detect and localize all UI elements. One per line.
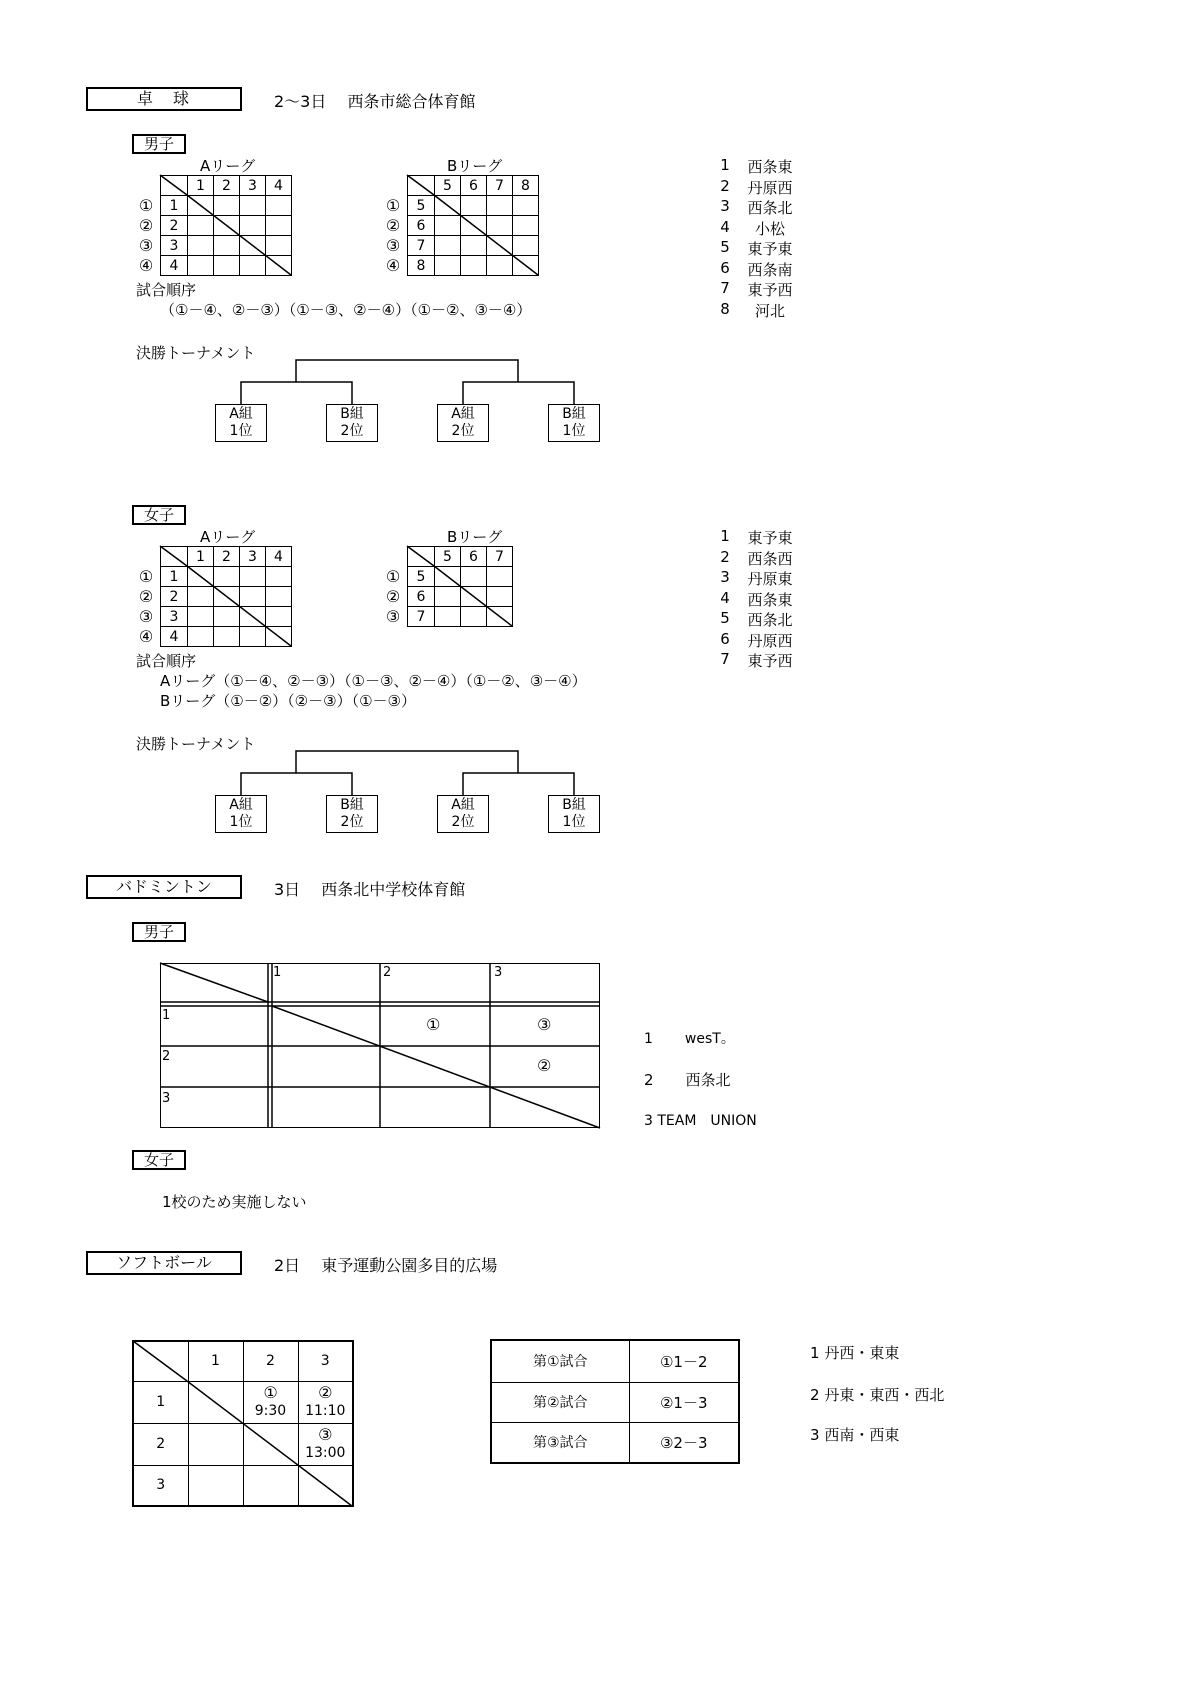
team-row: 3 丹原東 (720, 568, 793, 588)
order-a: Aリーグ（①－④、②－③）（①－③、②－④）（①－②、③－④） (160, 672, 587, 690)
col-header: 7 (487, 547, 513, 567)
row-header: 5 (408, 196, 435, 216)
venue-softball: 2日 東予運動公園多目的広場 (274, 1256, 498, 1275)
team-row: 4 西条東 (720, 588, 793, 609)
game-match: ①1－2 (629, 1340, 739, 1382)
row-header: 2 (161, 216, 188, 236)
team-row: 2 丹東・東西・西北 (810, 1386, 945, 1404)
boys-tag: 男子 (132, 922, 186, 942)
row-header: 6 (408, 587, 435, 607)
row-header: 1 (133, 1381, 188, 1423)
team-row: 1 西条東 (720, 156, 793, 176)
row-circle: ③ (138, 236, 154, 255)
col-header: 5 (435, 547, 461, 567)
a-league-title: Aリーグ (200, 528, 256, 546)
team-row: 4 小松 (720, 217, 785, 238)
team-row: 8 河北 (720, 299, 785, 320)
girls-note: 1校のため実施しない (162, 1193, 307, 1211)
order-line: （①－④、②－③）（①－③、②－④）（①－②、③－④） (160, 301, 532, 319)
row-circle: ① (138, 567, 154, 586)
team-row: 3 TEAM UNION (644, 1113, 757, 1129)
team-row: 6 丹原西 (720, 629, 793, 650)
team-row: 3 西南・西東 (810, 1426, 900, 1444)
venue-badminton: 3日 西条北中学校体育館 (274, 880, 466, 899)
girls-tag: 女子 (132, 505, 186, 525)
row-circle: ④ (385, 256, 401, 275)
col-header: 1 (188, 176, 214, 196)
team-row: 7 東予西 (720, 279, 793, 299)
row-header: 7 (408, 236, 435, 256)
tournament-box: A組 1位 (215, 404, 267, 442)
section-title-badminton: バドミントン (86, 875, 242, 899)
col-header: 8 (513, 176, 539, 196)
col-header: 2 (214, 176, 240, 196)
game-label: 第②試合 (491, 1382, 629, 1422)
venue-table-tennis: 2～3日 西条市総合体育館 (274, 92, 476, 111)
row-header: 5 (408, 567, 435, 587)
col-header: 3 (240, 176, 266, 196)
row-circle: ② (138, 587, 154, 606)
match-cell: ② 11:10 (298, 1381, 353, 1423)
row-circle: ④ (138, 256, 154, 275)
tournament-box: B組 2位 (326, 795, 378, 833)
row-header: 2 (133, 1423, 188, 1465)
row-circle: ③ (138, 607, 154, 626)
game-label: 第①試合 (491, 1340, 629, 1382)
a-league-title: Aリーグ (200, 157, 256, 175)
row-circle: ③ (385, 607, 401, 626)
row-header: 7 (408, 607, 435, 627)
tournament-box: B組 1位 (548, 795, 600, 833)
b-league-title: Bリーグ (447, 528, 503, 546)
col-header: 3 (298, 1341, 353, 1381)
team-row: 3 西条北 (720, 197, 793, 217)
team-row: 6 西条南 (720, 258, 793, 279)
tournament-box: A組 2位 (437, 795, 489, 833)
row-header: 8 (408, 256, 435, 276)
col-header: 4 (266, 176, 292, 196)
section-title-softball: ソフトボール (86, 1251, 242, 1275)
row-circle: ① (138, 196, 154, 215)
col-header: 2 (383, 965, 392, 980)
team-row: 5 西条北 (720, 609, 793, 629)
boys-tag: 男子 (132, 134, 186, 154)
team-row: 2 西条北 (644, 1071, 731, 1089)
team-row: 2 丹原西 (720, 176, 793, 197)
col-header: 3 (494, 965, 503, 980)
row-header: 4 (161, 627, 188, 647)
row-header: 2 (161, 587, 188, 607)
row-circle: ① (385, 567, 401, 586)
row-header: 2 (162, 1049, 171, 1064)
col-header: 2 (243, 1341, 298, 1381)
tournament-box: A組 1位 (215, 795, 267, 833)
girls-tag: 女子 (132, 1150, 186, 1170)
row-header: 6 (408, 216, 435, 236)
row-header: 1 (161, 567, 188, 587)
team-row: 1 丹西・東東 (810, 1344, 900, 1362)
row-header: 3 (162, 1091, 171, 1106)
row-circle: ① (385, 196, 401, 215)
game-match: ③2－3 (629, 1422, 739, 1463)
tournament-box: A組 2位 (437, 404, 489, 442)
game-label: 第③試合 (491, 1422, 629, 1463)
match-mark: ① (426, 1015, 441, 1034)
team-row: 1 東予東 (720, 527, 793, 547)
row-header: 1 (161, 196, 188, 216)
col-header: 7 (487, 176, 513, 196)
game-match: ②1－3 (629, 1382, 739, 1422)
match-mark: ③ (537, 1015, 552, 1034)
match-mark: ② (537, 1056, 552, 1075)
tournament-box: B組 1位 (548, 404, 600, 442)
row-circle: ② (385, 587, 401, 606)
row-header: 4 (161, 256, 188, 276)
col-header: 3 (240, 547, 266, 567)
order-b: Bリーグ（①－②）（②－③）（①－③） (160, 692, 416, 710)
col-header: 1 (273, 965, 282, 980)
order-label: 試合順序 (136, 281, 197, 299)
col-header: 1 (188, 1341, 243, 1381)
row-header: 1 (162, 1008, 171, 1023)
row-circle: ② (385, 216, 401, 235)
row-circle: ② (138, 216, 154, 235)
tournament-box: B組 2位 (326, 404, 378, 442)
order-label: 試合順序 (136, 652, 197, 670)
col-header: 6 (461, 176, 487, 196)
match-cell: ③ 13:00 (298, 1423, 353, 1465)
col-header: 6 (461, 547, 487, 567)
final-tournament-label: 決勝トーナメント (136, 735, 256, 753)
row-circle: ④ (138, 627, 154, 646)
col-header: 5 (435, 176, 461, 196)
row-circle: ③ (385, 236, 401, 255)
b-league-title: Bリーグ (447, 157, 503, 175)
col-header: 1 (188, 547, 214, 567)
final-tournament-label: 決勝トーナメント (136, 344, 256, 362)
row-header: 3 (161, 607, 188, 627)
row-header: 3 (133, 1465, 188, 1506)
team-row: 7 東予西 (720, 650, 793, 670)
section-title-table-tennis: 卓 球 (86, 87, 242, 111)
team-row: 1 wesT。 (644, 1031, 735, 1047)
match-cell: ① 9:30 (243, 1381, 298, 1423)
col-header: 2 (214, 547, 240, 567)
team-row: 5 東予東 (720, 238, 793, 258)
team-row: 2 西条西 (720, 547, 793, 568)
row-header: 3 (161, 236, 188, 256)
col-header: 4 (266, 547, 292, 567)
